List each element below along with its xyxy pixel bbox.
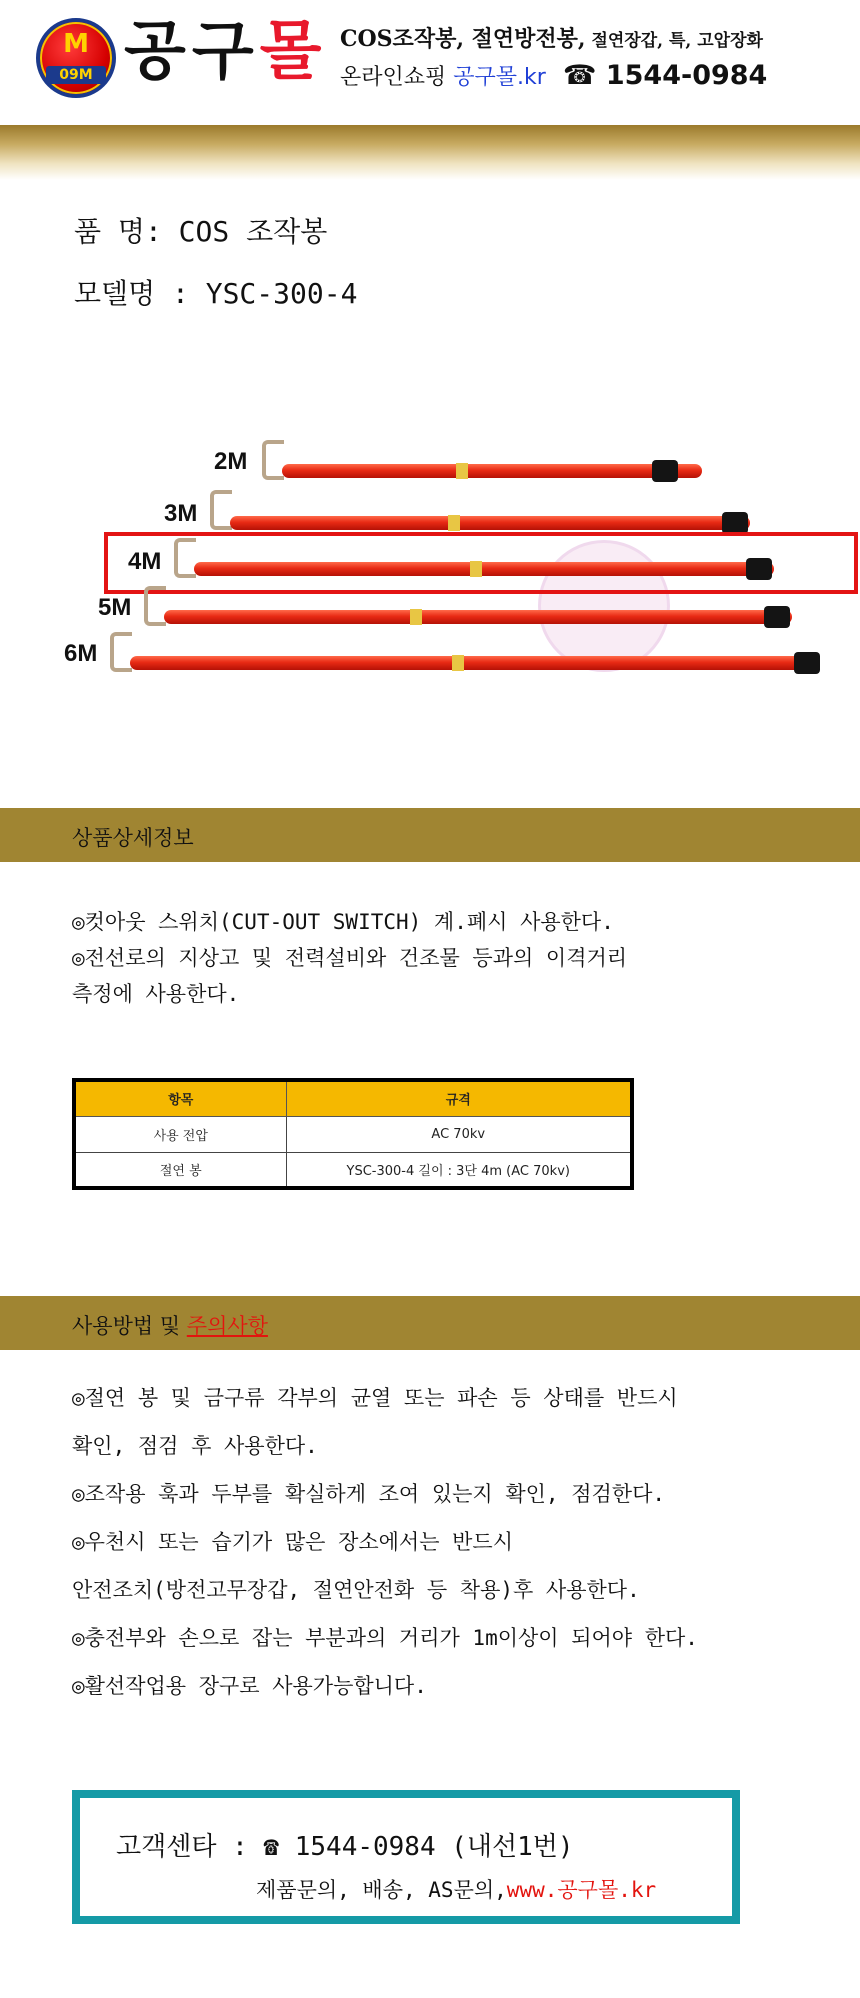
rod-band-2m <box>456 463 468 479</box>
brand-logo <box>36 18 116 98</box>
rod-5m <box>164 610 792 624</box>
rod-hook-4m <box>174 538 196 578</box>
rod-label-5m: 5M <box>98 594 132 621</box>
usage-line: ◎충전부와 손으로 잡는 부분과의 거리가 1m이상이 되어야 한다. <box>72 1626 698 1650</box>
rod-hook-5m <box>144 586 166 626</box>
usage-line: 확인, 점검 후 사용한다. <box>72 1434 318 1458</box>
rod-3m <box>230 516 750 530</box>
inquiry-text: 제품문의, 배송, AS문의, <box>256 1878 507 1902</box>
detail-line: ◎컷아웃 스위치(CUT-OUT SWITCH) 계.폐시 사용한다. <box>72 910 614 934</box>
rod-2m <box>282 464 702 478</box>
brand-name <box>124 14 327 90</box>
spec-header-item: 항목 <box>74 1080 286 1116</box>
rod-4m <box>194 562 774 576</box>
usage-title-prefix: 사용방법 및 <box>72 1314 187 1338</box>
rod-cap-5m <box>764 606 790 628</box>
rod-label-2m: 2M <box>214 448 248 475</box>
brand-part1: 공구 <box>124 15 260 89</box>
spec-table-header-row <box>74 1080 632 1116</box>
spec-cell: YSC-300-4 길이 : 3단 4m (AC 70kv) <box>286 1152 632 1188</box>
rod-band-6m <box>452 655 464 671</box>
usage-line: ◎우천시 또는 습기가 많은 장소에서는 반드시 <box>72 1530 514 1554</box>
customer-center-phone: 고객센타 : ☎ 1544-0984 (내선1번) <box>116 1832 574 1862</box>
rod-hook-2m <box>262 440 284 480</box>
rod-cap-2m <box>652 460 678 482</box>
rod-hook-6m <box>110 632 132 672</box>
rod-band-4m <box>470 561 482 577</box>
usage-line: 안전조치(방전고무장갑, 절연안전화 등 착용)후 사용한다. <box>72 1578 640 1602</box>
usage-line: ◎활선작업용 장구로 사용가능합니다. <box>72 1674 427 1698</box>
table-row <box>74 1116 632 1152</box>
spec-header-value: 규격 <box>286 1080 632 1116</box>
rod-label-3m: 3M <box>164 500 198 527</box>
detail-line: ◎전선로의 지상고 및 전력설비와 건조물 등과의 이격거리 <box>72 946 628 970</box>
spec-cell: 절연 봉 <box>74 1152 286 1188</box>
table-row <box>74 1152 632 1188</box>
site-link[interactable]: 공구몰.kr <box>453 65 546 90</box>
rod-cap-6m <box>794 652 820 674</box>
brand-part2: 몰 <box>259 15 328 89</box>
usage-section-title <box>72 1310 268 1340</box>
usage-line: ◎절연 봉 및 금구류 각부의 균열 또는 파손 등 상태를 반드시 <box>72 1386 678 1410</box>
rod-cap-3m <box>722 512 748 534</box>
rod-label-4m: 4M <box>128 548 162 575</box>
shop-label: 온라인쇼핑 <box>340 65 447 90</box>
usage-section-bar <box>0 1296 860 1350</box>
header-divider-band <box>0 125 860 180</box>
header-phone: ☎ 1544-0984 <box>562 60 768 91</box>
product-model: 모델명 : YSC-300-4 <box>74 277 358 310</box>
rod-6m <box>130 656 818 670</box>
rod-cap-4m <box>746 558 772 580</box>
logo-m-mark: M <box>63 29 89 59</box>
site-url-link[interactable]: www.공구몰.kr <box>506 1878 657 1902</box>
tagline-small: 절연장갑, 특, 고압장화 <box>585 31 763 51</box>
usage-line: ◎조작용 훅과 두부를 확실하게 조여 있는지 확인, 점검한다. <box>72 1482 666 1506</box>
detail-line: 측정에 사용한다. <box>72 982 240 1006</box>
product-name: 품 명: COS 조작봉 <box>74 215 328 248</box>
spec-cell: 사용 전압 <box>74 1116 286 1152</box>
page-header <box>0 0 860 125</box>
rod-label-6m: 6M <box>64 640 98 667</box>
logo-text: 09M <box>46 66 106 84</box>
usage-title-warning: 주의사항 <box>186 1314 268 1338</box>
header-contact <box>340 60 767 91</box>
customer-center-box <box>72 1790 740 1924</box>
rod-band-3m <box>448 515 460 531</box>
tagline-main: COS조작봉, 절연방전봉, <box>340 26 586 52</box>
rod-hook-3m <box>210 490 232 530</box>
detail-section-bar <box>0 808 860 862</box>
detail-section-title: 상품상세정보 <box>72 826 194 850</box>
rod-band-5m <box>410 609 422 625</box>
customer-center-inquiry <box>256 1874 656 1904</box>
spec-table <box>72 1078 634 1190</box>
header-tagline <box>340 22 763 53</box>
product-figure <box>60 430 840 700</box>
spec-cell: AC 70kv <box>286 1116 632 1152</box>
